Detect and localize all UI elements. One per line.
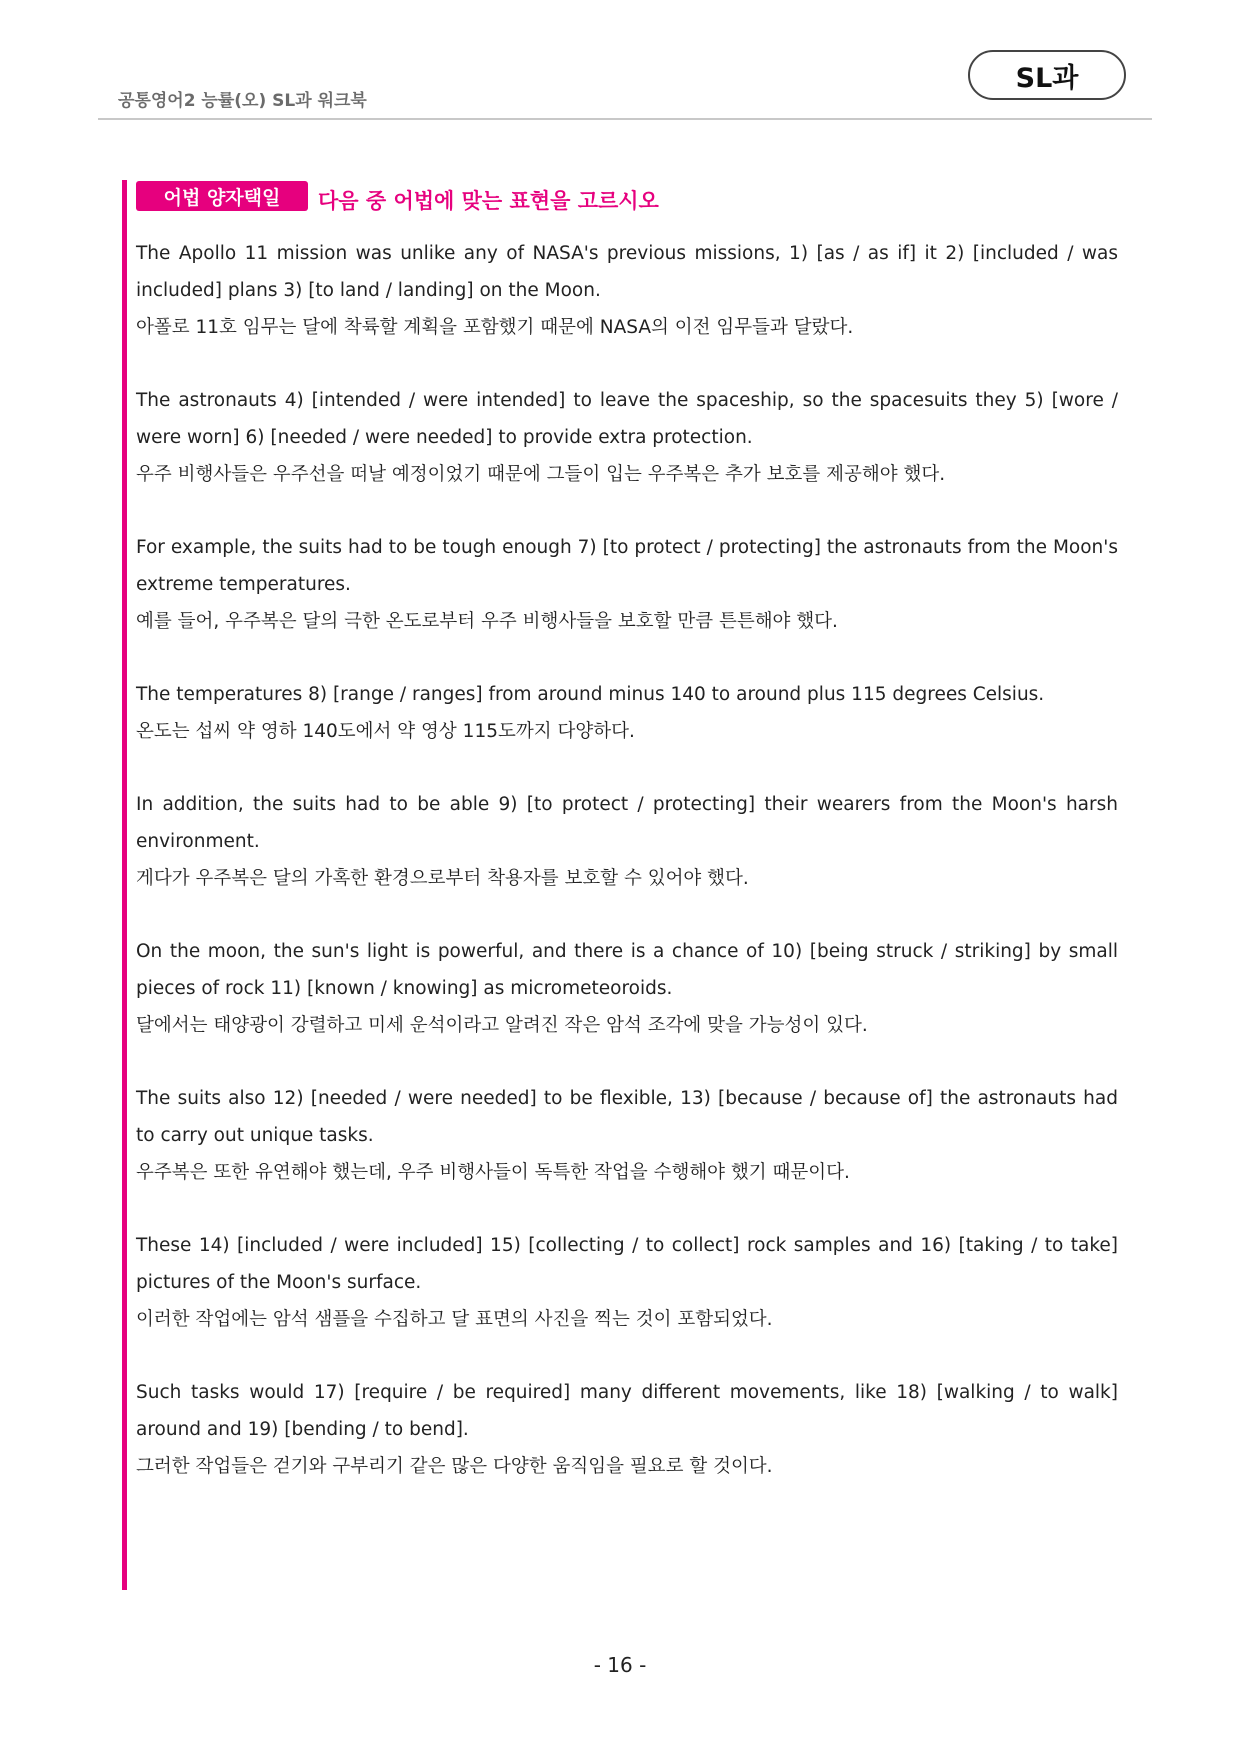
english-sentence: The astronauts 4) [intended / were intended] to leave the spaceship, so the spacesuits they 5) [wore / were worn] 6) [needed / were needed] to provide extra protection. [136, 390, 1118, 448]
section-tag: 어법 양자택일 [136, 181, 308, 211]
exercise-item [136, 1080, 1118, 1191]
korean-translation: 게다가 우주복은 달의 가혹한 환경으로부터 착용자를 보호할 수 있어야 했다. [136, 868, 749, 889]
exercise-item [136, 676, 1118, 750]
english-sentence: The suits also 12) [needed / were needed] to be flexible, 13) [because / because of] the astronauts had to carry out unique tasks. [136, 1088, 1118, 1146]
english-sentence: For example, the suits had to be tough enough 7) [to protect / protecting] the astronauts from the Moon's extreme temperatures. [136, 537, 1118, 595]
section-instruction: 다음 중 어법에 맞는 표현을 고르시오 [318, 189, 659, 213]
korean-translation: 그러한 작업들은 걷기와 구부리기 같은 많은 다양한 움직임을 필요로 할 것이다. [136, 1456, 773, 1477]
english-sentence: The Apollo 11 mission was unlike any of NASA's previous missions, 1) [as / as if] it 2) [included / was included] plans 3) [to land / landing] on the Moon. [136, 243, 1118, 301]
korean-translation: 달에서는 태양광이 강렬하고 미세 운석이라고 알려진 작은 암석 조각에 맞을 가능성이 있다. [136, 1015, 868, 1036]
exercise-item [136, 235, 1118, 346]
english-sentence: These 14) [included / were included] 15) [collecting / to collect] rock samples and 16) [taking / to take] pictures of the Moon's surface. [136, 1235, 1118, 1293]
exercise-item [136, 933, 1118, 1044]
page-number: - 16 - [593, 1653, 647, 1677]
exercise-item [136, 382, 1118, 493]
korean-translation: 예를 들어, 우주복은 달의 극한 온도로부터 우주 비행사들을 보호할 만큼 튼튼해야 했다. [136, 611, 838, 632]
korean-translation: 우주복은 또한 유연해야 했는데, 우주 비행사들이 독특한 작업을 수행해야 했기 때문이다. [136, 1162, 850, 1183]
exercise-item [136, 529, 1118, 640]
lesson-badge: SL과 [968, 50, 1126, 100]
exercise-item [136, 1374, 1118, 1485]
header-divider [98, 118, 1152, 120]
english-sentence: Such tasks would 17) [require / be required] many different movements, like 18) [walking / to walk] around and 19) [bending / to bend]. [136, 1382, 1118, 1440]
korean-translation: 이러한 작업에는 암석 샘플을 수집하고 달 표면의 사진을 찍는 것이 포함되었다. [136, 1309, 773, 1330]
header-title: 공통영어2 능률(오) SL과 워크북 [118, 91, 367, 111]
exercise-item [136, 1227, 1118, 1338]
english-sentence: In addition, the suits had to be able 9) [to protect / protecting] their wearers from the Moon's harsh environment. [136, 794, 1118, 852]
exercise-item [136, 786, 1118, 897]
korean-translation: 우주 비행사들은 우주선을 떠날 예정이었기 때문에 그들이 입는 우주복은 추가 보호를 제공해야 했다. [136, 464, 946, 485]
exercise-list [136, 235, 1118, 1521]
korean-translation: 아폴로 11호 임무는 달에 착륙할 계획을 포함했기 때문에 NASA의 이전 임무들과 달랐다. [136, 317, 854, 338]
korean-translation: 온도는 섭씨 약 영하 140도에서 약 영상 115도까지 다양하다. [136, 721, 635, 742]
english-sentence: On the moon, the sun's light is powerful, and there is a chance of 10) [being struck / striking] by small pieces of rock 11) [known / knowing] as micrometeoroids. [136, 941, 1118, 999]
section-accent-bar [122, 180, 127, 1590]
english-sentence: The temperatures 8) [range / ranges] from around minus 140 to around plus 115 degrees Celsius. [136, 684, 1045, 705]
